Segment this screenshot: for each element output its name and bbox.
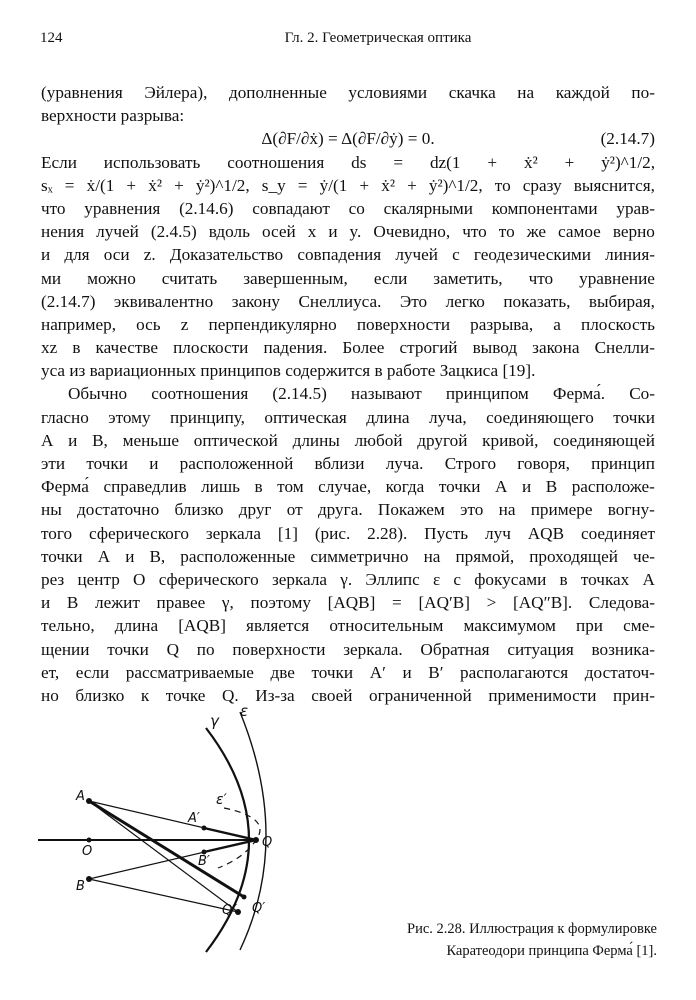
word: прямой,	[455, 546, 515, 566]
word: B	[545, 477, 558, 497]
word: разрыва,	[470, 314, 534, 334]
word: точки	[107, 639, 149, 659]
word: точки	[41, 546, 83, 566]
word: z	[180, 314, 189, 334]
word: точках	[580, 569, 630, 589]
word: в	[559, 569, 568, 589]
word: и	[41, 245, 51, 265]
word: достаточ-	[584, 662, 655, 682]
word: а	[553, 314, 561, 334]
word: эквивалентно	[113, 291, 214, 311]
text-line	[41, 81, 655, 104]
word: ε	[432, 569, 441, 589]
word: эти	[41, 454, 66, 473]
word: тельно,	[41, 616, 95, 636]
word: гласно	[41, 407, 89, 427]
word: Более	[342, 338, 385, 358]
word: падения.	[263, 338, 328, 358]
word: Обычно	[68, 384, 128, 404]
word: ми	[41, 268, 62, 288]
word: совпадения	[297, 245, 382, 265]
word: соединяет	[580, 523, 655, 543]
body-text	[41, 81, 655, 707]
word: кривой,	[482, 430, 539, 450]
word: Пусть	[424, 523, 469, 543]
text-line	[41, 336, 655, 359]
word: вдоль	[208, 222, 250, 242]
label-q-double-prime: Q″	[222, 903, 238, 918]
label-q: Q	[262, 835, 273, 850]
word: применимости	[488, 685, 597, 705]
word: Если	[41, 152, 77, 172]
word: щении	[41, 639, 90, 659]
equation: Δ(∂F/∂ẋ) = Δ(∂F/∂ẏ) = 0.	[261, 129, 435, 149]
word: и	[328, 222, 338, 242]
word: оси	[103, 245, 130, 265]
word: ẋ²	[523, 152, 538, 172]
word: геодезическими	[473, 245, 591, 265]
word: точки	[311, 662, 354, 682]
word: dz(1	[429, 152, 461, 172]
word: выяснится,	[573, 175, 655, 195]
word: зеркала	[205, 523, 261, 543]
word: принципом	[445, 384, 529, 404]
word: z.	[143, 245, 156, 265]
word: другой	[417, 430, 468, 450]
word: две	[270, 662, 295, 682]
equation-number: (2.14.7)	[600, 129, 655, 149]
word: +	[564, 152, 575, 172]
label-b: B	[76, 879, 85, 894]
word: +	[407, 175, 417, 195]
word: точки	[86, 454, 128, 473]
caption-line-2: Каратеодори принципа Ферма́ [1].	[446, 943, 657, 959]
word: сразу	[522, 175, 562, 195]
word: сферического	[88, 523, 189, 543]
word: Ферма́	[41, 477, 89, 497]
text-line	[41, 313, 655, 336]
word: друг	[238, 500, 272, 520]
word: ограниченной	[369, 685, 472, 705]
word: плоскости	[173, 338, 249, 358]
word: длина	[366, 407, 410, 427]
word: Из-за	[255, 685, 295, 705]
word: сме-	[623, 616, 655, 636]
word: вблизи	[314, 454, 365, 473]
word: A	[97, 546, 111, 566]
word: сферического	[158, 569, 259, 589]
word: что	[41, 198, 66, 218]
text-line	[41, 591, 655, 614]
word: на	[517, 83, 535, 102]
word: лучей	[96, 222, 139, 242]
word: близко	[174, 500, 224, 520]
word: проходящей	[529, 546, 618, 566]
word: =	[64, 175, 75, 195]
word: говоря,	[517, 454, 570, 473]
text-line	[41, 545, 655, 568]
word: достаточно	[77, 500, 160, 520]
word: например,	[41, 314, 116, 334]
word: можно	[87, 268, 136, 288]
word: (2.14.5)	[272, 384, 327, 404]
word: то	[498, 222, 515, 242]
word: расположе-	[571, 477, 655, 497]
word: точки	[438, 477, 481, 497]
word: (2.14.6)	[179, 198, 234, 218]
word: >	[486, 593, 497, 613]
word: друга.	[317, 500, 363, 520]
text-line	[41, 220, 655, 243]
word: A	[41, 430, 54, 450]
word: на	[423, 546, 441, 566]
word: называют	[350, 384, 422, 404]
word: рез	[41, 569, 65, 589]
word: лишь	[201, 477, 240, 497]
word: со	[348, 198, 365, 218]
word: оптическая	[264, 407, 347, 427]
word: Эллипс	[365, 569, 420, 589]
word: ẏ²)^1/2,	[428, 175, 483, 195]
text-line	[41, 174, 655, 197]
word: условиями	[348, 83, 428, 102]
word: B,	[149, 546, 166, 566]
word: γ,	[221, 593, 234, 613]
word: является	[246, 616, 310, 636]
word: (2.4.5)	[150, 222, 197, 242]
word: AQB	[527, 523, 565, 543]
text-line	[41, 475, 655, 498]
word: xz	[41, 338, 58, 358]
word: Снеллиуса.	[298, 291, 382, 311]
word: выбирая,	[588, 291, 655, 311]
word: Обратная	[420, 639, 490, 659]
word: A′	[369, 662, 386, 682]
text-line	[41, 429, 655, 452]
word: самое	[558, 222, 601, 242]
word: заметить,	[433, 268, 503, 288]
word: закона	[532, 338, 580, 358]
word: оптической	[193, 430, 278, 450]
word: том	[277, 477, 304, 497]
word: дополненные	[228, 83, 327, 102]
text-line	[41, 406, 655, 429]
word: точки	[613, 407, 655, 427]
word: (рис.	[314, 523, 351, 543]
word: +	[359, 175, 370, 195]
word: [AQB]	[327, 593, 376, 613]
word: зеркала	[271, 569, 328, 589]
word: ẏ/(1	[319, 175, 348, 195]
word: A	[495, 477, 508, 497]
point-q-double-prime	[242, 895, 247, 900]
word: и	[41, 593, 51, 613]
word: но	[41, 685, 59, 705]
word: лучей	[395, 245, 438, 265]
word: =	[297, 175, 308, 195]
text-line	[41, 452, 655, 475]
word: качестве	[95, 338, 159, 358]
word: ситуация	[507, 639, 574, 659]
text-line	[41, 638, 655, 661]
word: строгий	[399, 338, 458, 358]
word: своей	[311, 685, 353, 705]
word: справедлив	[103, 477, 187, 497]
word: лежит	[95, 593, 140, 613]
point-q	[253, 837, 259, 843]
word: уравнение	[579, 268, 655, 288]
word: меньше	[122, 430, 179, 450]
word: sₓ	[41, 175, 53, 195]
text-line	[41, 498, 655, 521]
word: [AQB]	[178, 616, 226, 636]
word: правее	[156, 593, 206, 613]
label-epsilon: ε	[240, 702, 249, 720]
word: O	[133, 569, 146, 589]
word: от	[286, 500, 303, 520]
word: и	[68, 430, 78, 450]
word: использовать	[103, 152, 201, 172]
word: Снелли-	[594, 338, 655, 358]
word: длина	[114, 616, 159, 636]
label-epsilon-prime: ε′	[216, 792, 227, 808]
word: максимумом	[463, 616, 556, 636]
word: вывод	[472, 338, 518, 358]
word: считать	[161, 268, 218, 288]
text-line	[41, 661, 655, 684]
word: соотношения	[151, 384, 249, 404]
label-o: O	[82, 844, 93, 859]
word: осей	[261, 222, 296, 242]
point-o	[87, 838, 92, 843]
word: [1]	[277, 523, 298, 543]
word: +	[487, 152, 498, 172]
word: и	[402, 662, 412, 682]
word: поэтому	[250, 593, 311, 613]
word: (2.14.7)	[41, 291, 96, 311]
word: (уравнения	[41, 83, 123, 102]
word: фокусами	[474, 569, 547, 589]
word: Это	[399, 291, 428, 311]
word: по	[196, 639, 215, 659]
word: Следова-	[588, 593, 655, 613]
text-line	[41, 522, 655, 545]
text-line	[41, 243, 655, 266]
page-number: 124	[40, 30, 63, 46]
word: Строго	[444, 454, 497, 473]
word: случае,	[318, 477, 372, 497]
word: γ.	[340, 569, 353, 589]
word: нения	[41, 222, 85, 242]
text-line: уса из вариационных принципов содержится в работе Зацкиса [19].	[41, 361, 536, 381]
ellipse-epsilon-prime	[218, 808, 260, 868]
word: к	[140, 685, 150, 705]
text-line	[41, 151, 655, 174]
word: B,	[92, 430, 108, 450]
word: поверхности	[356, 314, 451, 334]
word: расположенной	[179, 454, 294, 473]
word: и	[125, 546, 135, 566]
word: каждой	[555, 83, 610, 102]
word: Со-	[629, 384, 655, 404]
word: прин-	[613, 685, 655, 705]
caption-line-1: Рис. 2.28. Иллюстрация к формулировке	[407, 921, 657, 937]
word: ось	[136, 314, 161, 334]
word: =	[393, 152, 404, 172]
word: с	[452, 245, 460, 265]
word: то	[494, 175, 511, 195]
word: с	[453, 569, 462, 589]
word: луч	[485, 523, 511, 543]
word: относительным	[329, 616, 444, 636]
word: луча,	[428, 407, 467, 427]
word: центр	[77, 569, 120, 589]
word: на	[498, 500, 516, 520]
word: располагаются	[460, 662, 569, 682]
word: Очевидно,	[373, 222, 451, 242]
word: линия-	[605, 245, 655, 265]
word: урав-	[616, 198, 655, 218]
point-b	[86, 876, 92, 882]
text-line	[41, 568, 655, 591]
figure-caption	[345, 918, 657, 962]
word: соотношения	[227, 152, 325, 172]
word: ẋ²	[381, 175, 395, 195]
text-line	[41, 382, 655, 405]
word: [AQ″B].	[513, 593, 573, 613]
word: зеркала.	[343, 639, 403, 659]
text-line	[41, 267, 655, 290]
point-a	[86, 798, 92, 804]
text-line	[41, 197, 655, 220]
word: уравнения	[84, 198, 161, 218]
word: скалярными	[383, 198, 473, 218]
word: если	[75, 662, 110, 682]
word: ẋ²	[148, 175, 162, 195]
word: скачка	[448, 83, 496, 102]
label-gamma: γ	[210, 712, 219, 730]
word: что	[462, 222, 487, 242]
word: что	[528, 268, 554, 288]
word: закону	[231, 291, 280, 311]
word: че-	[633, 546, 655, 566]
word: Ферма́.	[552, 384, 606, 404]
word: при	[576, 616, 604, 636]
word: компонентами	[491, 198, 598, 218]
point-a-prime	[202, 826, 207, 831]
word: y.	[349, 222, 362, 242]
word: 2.28).	[367, 523, 408, 543]
word: луча.	[385, 454, 424, 473]
text-line	[41, 614, 655, 637]
word: ны	[41, 500, 62, 520]
word: B′	[428, 662, 444, 682]
word: этому	[108, 407, 151, 427]
word: в	[254, 477, 263, 497]
word: соединяющего	[486, 407, 594, 427]
figure-2-28	[30, 700, 330, 960]
word: любой	[354, 430, 403, 450]
label-a-prime: A′	[188, 811, 200, 826]
word: расположенные	[180, 546, 296, 566]
word: =	[392, 593, 402, 613]
word: плоскость	[581, 314, 655, 334]
word: Доказательство	[169, 245, 284, 265]
word: Q	[166, 639, 180, 659]
word: принципу,	[170, 407, 245, 427]
word: принцип	[591, 454, 655, 473]
word: того	[41, 523, 73, 543]
word: Эйлера),	[144, 83, 208, 102]
text-line	[41, 290, 655, 313]
word: соединяющей	[553, 430, 655, 450]
word: вогну-	[607, 500, 655, 520]
label-a: A	[76, 789, 85, 804]
word: B	[66, 593, 79, 613]
word: по-	[631, 83, 655, 102]
word: ẏ²)^1/2,	[601, 152, 655, 172]
word: +	[174, 175, 184, 195]
word: верно	[612, 222, 655, 242]
word: s_y	[261, 175, 286, 195]
word: примере	[530, 500, 593, 520]
word: A	[642, 569, 655, 589]
word: ẏ²)^1/2,	[195, 175, 250, 195]
label-b-prime: B′	[198, 854, 210, 869]
word: длины	[292, 430, 340, 450]
word: для	[64, 245, 90, 265]
word: точке	[165, 685, 206, 705]
word: завершенным,	[243, 268, 348, 288]
label-q-prime: Q′	[252, 901, 266, 916]
word: и	[149, 454, 159, 473]
word: симметрично	[310, 546, 409, 566]
equation-line	[41, 127, 655, 150]
word: ẋ/(1	[86, 175, 115, 195]
word: ds	[351, 152, 367, 172]
word: это	[460, 500, 484, 520]
word: в	[72, 338, 81, 358]
word: когда	[385, 477, 425, 497]
word: если	[373, 268, 408, 288]
word: показать,	[503, 291, 571, 311]
page-header	[40, 30, 656, 52]
word: рассматриваемые	[125, 662, 254, 682]
text-line: верхности разрыва:	[41, 106, 185, 126]
word: возникa-	[591, 639, 655, 659]
running-title: Гл. 2. Геометрическая оптика	[284, 30, 472, 46]
word: перпендикулярно	[208, 314, 337, 334]
word: и	[521, 477, 532, 497]
word: +	[126, 175, 137, 195]
word: же	[526, 222, 546, 242]
word: совпадают	[252, 198, 330, 218]
word: Q.	[222, 685, 239, 705]
word: ет,	[41, 662, 60, 682]
word: Покажем	[377, 500, 445, 520]
word: x	[307, 222, 317, 242]
word: [AQ′B]	[418, 593, 470, 613]
word: легко	[445, 291, 485, 311]
word: поверхности	[232, 639, 326, 659]
word: близко	[75, 685, 125, 705]
